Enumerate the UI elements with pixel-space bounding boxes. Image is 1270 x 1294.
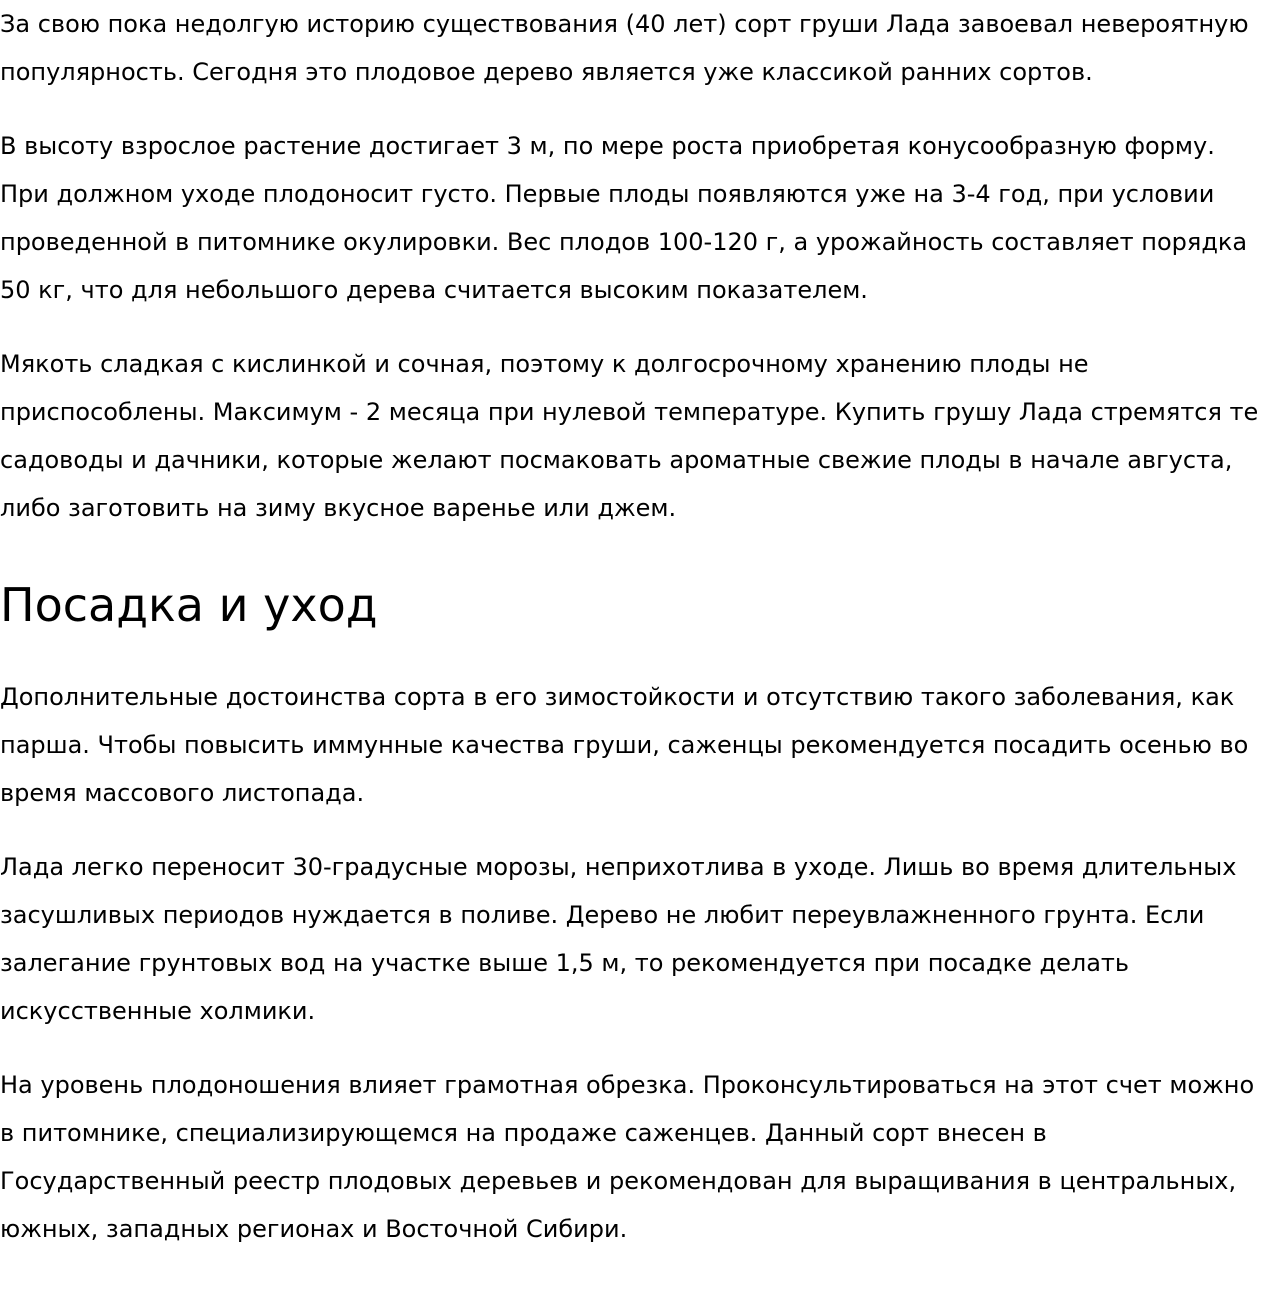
- paragraph-advantages: Дополнительные достоинства сорта в его зимостойкости и отсутствию такого заболевания, как парша. Чтобы повысить иммунные качества груши, саженцы рекомендуется посадить осенью во время массового листопада.: [0, 683, 1249, 807]
- paragraph-frost-watering: Лада легко переносит 30-градусные морозы, неприхотлива в уходе. Лишь во время длительных засушливых периодов нуждается в поливе. Дерево не любит переувлажненного грунта. Если залегание грунтовых вод на участке выше 1,5 м, то рекомендуется при посадке делать искусственные холмики.: [0, 853, 1237, 1025]
- section-heading-planting: Посадка и уход: [0, 578, 378, 632]
- paragraph-taste-storage: Мякоть сладкая с кислинкой и сочная, поэтому к долгосрочному хранению плоды не приспособлены. Максимум - 2 месяца при нулевой температуре. Купить грушу Лада стремятся те садоводы и дачники, которые желают посмаковать ароматные свежие плоды в начале августа, либо заготовить на зиму вкусное варенье или джем.: [0, 350, 1259, 522]
- paragraph-history: За свою пока недолгую историю существования (40 лет) сорт груши Лада завоевал невероятную популярность. Сегодня это плодовое дерево является уже классикой ранних сортов.: [0, 10, 1249, 86]
- paragraph-size-yield: В высоту взрослое растение достигает 3 м, по мере роста приобретая конусообразную форму. При должном уходе плодоносит густо. Первые плоды появляются уже на 3-4 год, при условии проведенной в питомнике окулировки. Вес плодов 100-120 г, а урожайность составляет порядка 50 кг, что для небольшого дерева считается высоким показателем.: [0, 132, 1248, 304]
- paragraph-pruning-registry: На уровень плодоношения влияет грамотная обрезка. Проконсультироваться на этот счет можно в питомнике, специализирующемся на продаже саженцев. Данный сорт внесен в Государственный реестр плодовых деревьев и рекомендован для выращивания в центральных, южных, западных регионах и Восточной Сибири.: [0, 1071, 1255, 1243]
